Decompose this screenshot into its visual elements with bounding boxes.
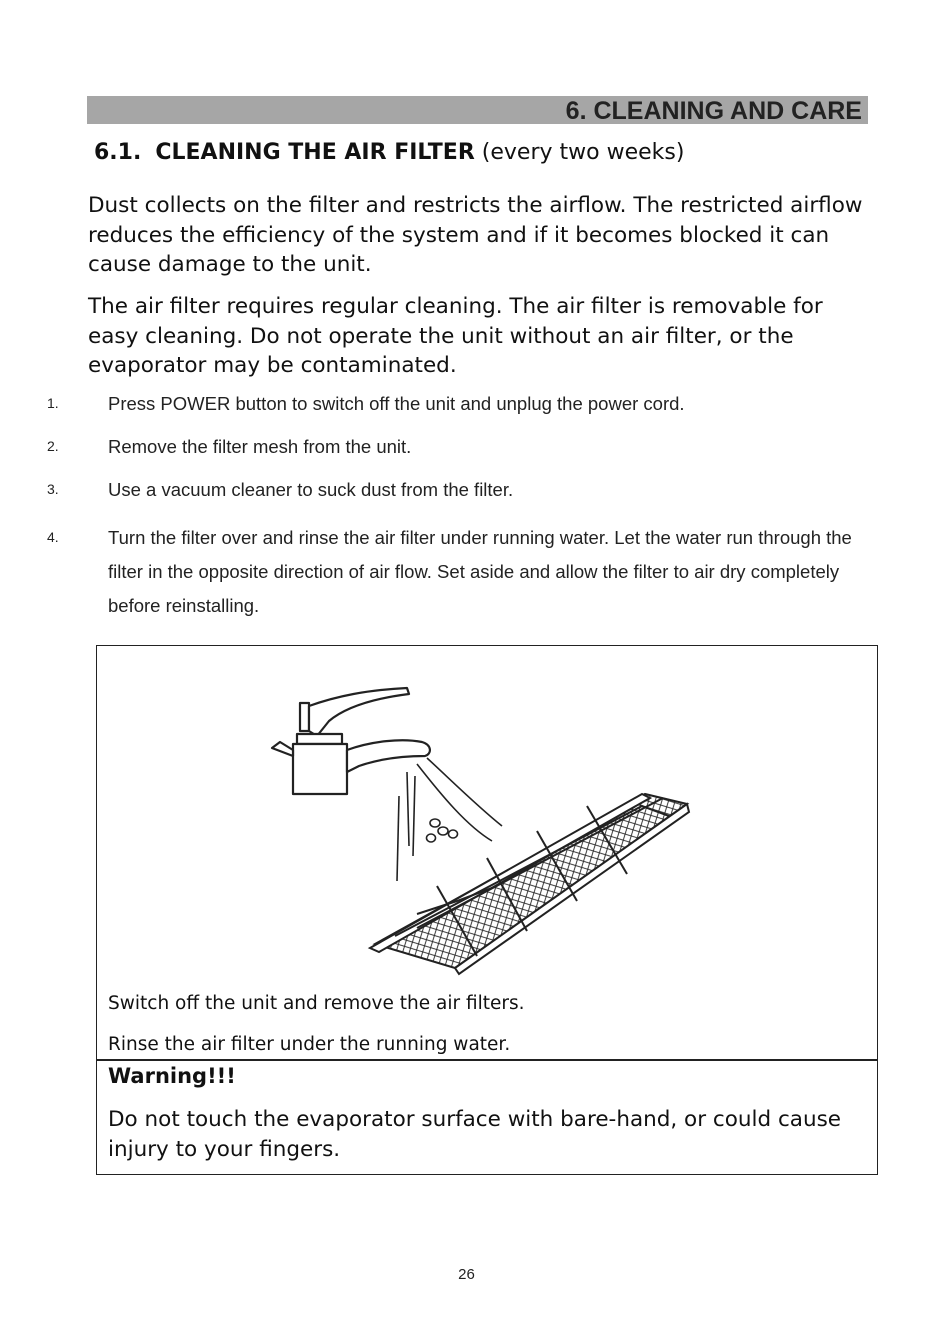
figure-caption: Switch off the unit and remove the air filters. xyxy=(108,993,525,1014)
air-filter-icon xyxy=(370,794,689,974)
page-number: 26 xyxy=(458,1266,475,1283)
water-spray-icon xyxy=(397,758,502,881)
step-number: 1. xyxy=(47,395,59,411)
figure-box xyxy=(96,645,878,1175)
faucet-filter-illustration xyxy=(97,646,877,991)
divider xyxy=(97,1059,877,1061)
step-text: Turn the filter over and rinse the air filter under running water. Let the water run through the filter in the opposite direction of air flow. Set aside and allow the filter to air dry completely before reinstalling. xyxy=(108,527,852,616)
step-text: Press POWER button to switch off the unit and unplug the power cord. xyxy=(108,393,685,414)
step-number: 4. xyxy=(47,529,59,545)
filter-paragraph: The air filter requires regular cleaning. The air filter is removable for easy cleaning. Do not operate the unit without an air filter, or the evaporator may be contaminated. xyxy=(88,294,823,378)
subsection-title: CLEANING THE AIR FILTER xyxy=(155,140,475,165)
warning-title: Warning!!! xyxy=(108,1064,236,1088)
figure-caption: Rinse the air filter under the running water. xyxy=(108,1034,511,1055)
intro-paragraph: Dust collects on the filter and restricts the airflow. The restricted airflow reduces the efficiency of the system and if it becomes blocked it can cause damage to the unit. xyxy=(88,193,863,277)
subsection-note: (every two weeks) xyxy=(481,140,685,165)
step-text: Remove the filter mesh from the unit. xyxy=(108,436,412,457)
section-header-bar xyxy=(87,96,868,124)
warning-text: Do not touch the evaporator surface with bare-hand, or could cause injury to your fingers. xyxy=(108,1107,841,1162)
faucet-icon xyxy=(272,688,430,794)
step-number: 2. xyxy=(47,438,59,454)
step-number: 3. xyxy=(47,481,59,497)
section-title: 6. CLEANING AND CARE xyxy=(565,97,862,125)
subsection-heading xyxy=(94,140,684,165)
step-text: Use a vacuum cleaner to suck dust from the filter. xyxy=(108,479,514,500)
subsection-number: 6.1. xyxy=(94,140,142,165)
